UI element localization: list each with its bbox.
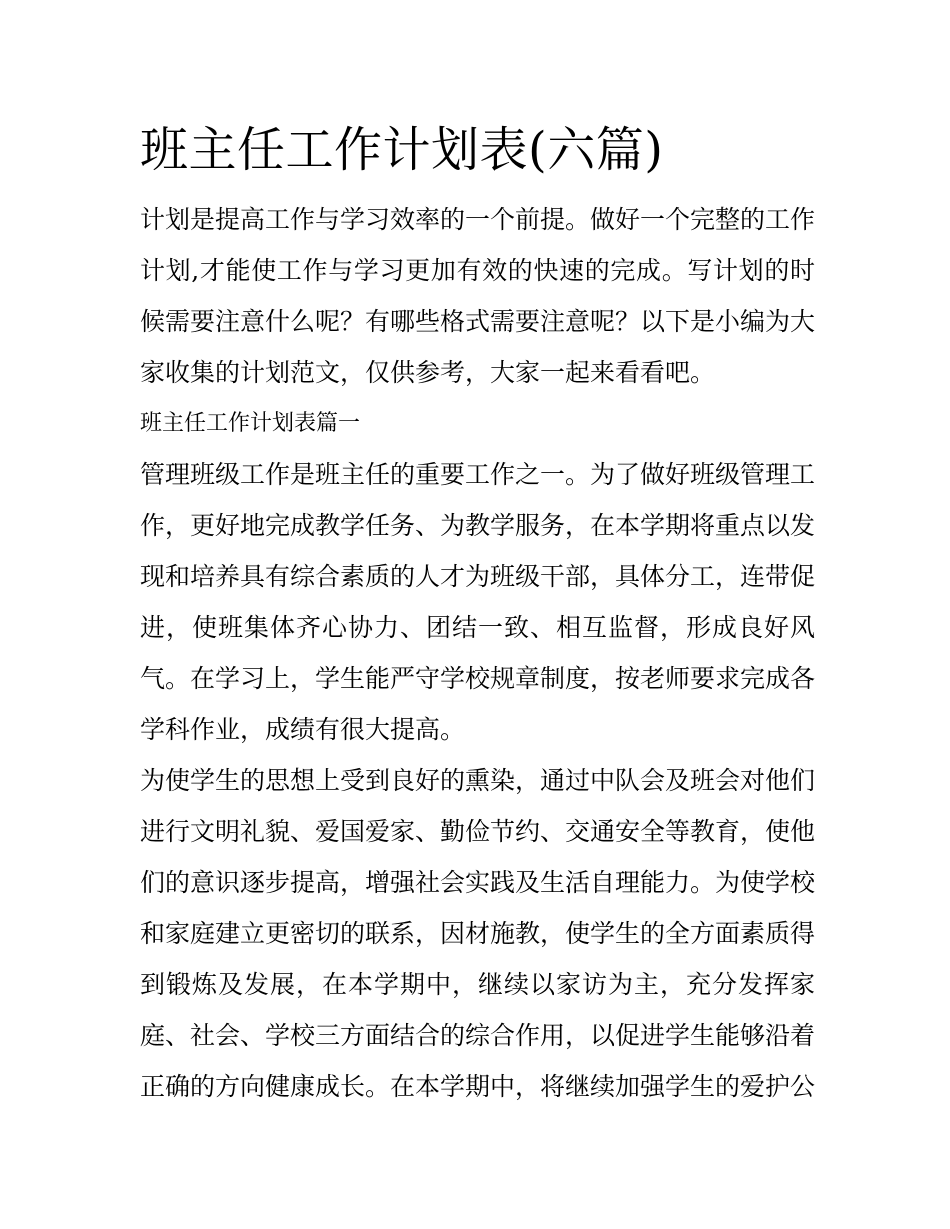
document-content bbox=[140, 118, 815, 1112]
intro-paragraph: 计划是提高工作与学习效率的一个前提。做好一个完整的工作计划,才能使工作与学习更加有效的快速的完成。写计划的时候需要注意什么呢？有哪些格式需要注意呢？以下是小编为大家收集的计划范文，仅供参考，大家一起来看看吧。 bbox=[140, 205, 816, 387]
body-paragraph: 管理班级工作是班主任的重要工作之一。为了做好班级管理工作，更好地完成教学任务、为教学服务，在本学期将重点以发现和培养具有综合素质的人才为班级干部，具体分工，连带促进，使班集体齐心协力、团结一致、相互监督，形成良好风气。在学习上，学生能严守学校规章制度，按老师要求完成各学科作业，成绩有很大提高。 bbox=[140, 460, 816, 744]
document-title: 班主任工作计划表(六篇) bbox=[140, 122, 664, 178]
section-heading: 班主任工作计划表篇一 bbox=[140, 411, 361, 436]
body-paragraph: 为使学生的思想上受到良好的熏染，通过中队会及班会对他们进行文明礼貌、爱国爱家、勤俭节约、交通安全等教育，使他们的意识逐步提高，增强社会实践及生活自理能力。为使学校和家庭建立更密切的联系，因材施教，使学生的全方面素质得到锻炼及发展，在本学期中，继续以家访为主，充分发挥家庭、社会、学校三方面结合的综合作用，以促进学生能够沿着正确的方向健康成长。在本学期中，将继续加强学生的爱护公 bbox=[140, 766, 816, 1101]
